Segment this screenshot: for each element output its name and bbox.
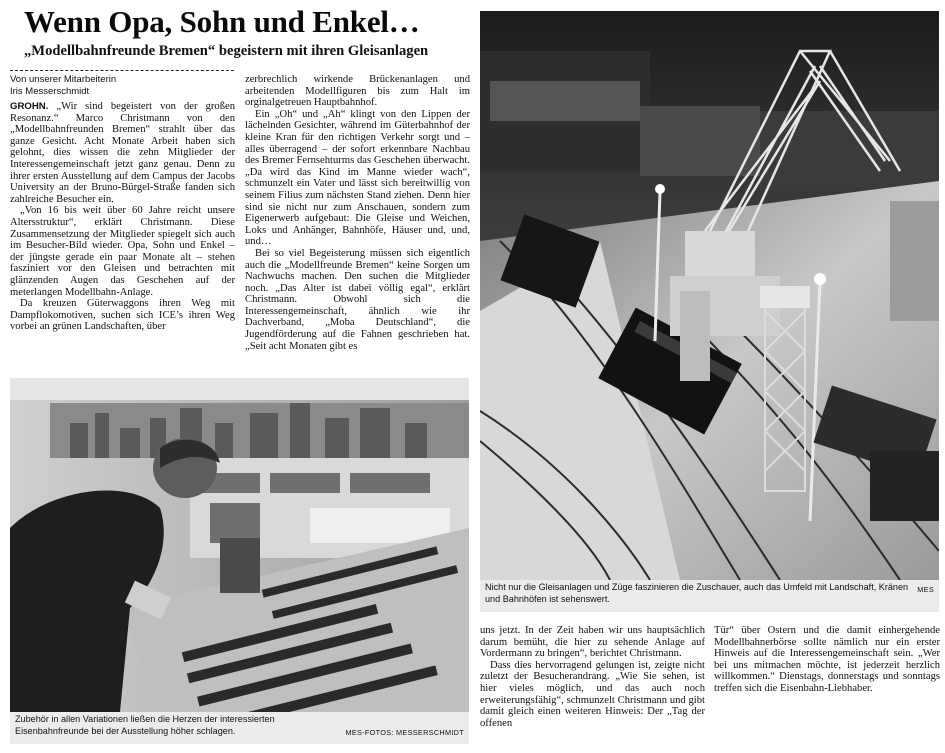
subheadline: „Modellbahnfreunde Bremen“ begeistern mit ihren Gleisanlagen	[24, 43, 429, 59]
article-paragraph: zerbrechlich wirkende Brückenanlagen und arbeitenden Modellfiguren bis zum Halt im orginalgetreuen Hauptbahnhof.	[245, 74, 470, 109]
article-paragraph: Dass dies hervorragend gelungen ist, zeigte nicht zuletzt der Besucherandrang. „Wie Sie sehen, ist hier vieles möglich, und das auch noch erweiterungsfähig“, schmunzelt Christmann und gibt damit gleich einen weiteren Hinweis: Der „Tag der offenen	[480, 659, 705, 729]
article-paragraph: Da kreuzen Güterwaggons ihren Weg mit Dampflokomotiven, suchen sich ICE’s ihren Weg vorbei an grünen Landschaften, über	[10, 298, 235, 333]
crane-photo-caption	[480, 580, 939, 612]
visitor-photo	[10, 378, 469, 712]
paragraph-text: „Wir sind begeistert von der großen Resonanz.“ Marco Christmann von den „Modellbahnfreunden Bremen“ strahlt über das ganze Gesicht. Acht Monate Arbeit haben sich gelohnt, dies wissen die zehn Mitglieder der Interessengemeinschaft jetzt ganz genau. Denn zu ihrer ersten Ausstellung auf dem Campus der Jacobs University an der Bruno-Bürgel-Straße fanden sich zahlreiche Besucher ein.	[10, 101, 235, 205]
visitor-photo-image	[10, 378, 469, 712]
article-paragraph: uns jetzt. In der Zeit haben wir uns hauptsächlich darum bemüht, die hier zu sehende Anlage auf Vordermann zu bringen“, berichtet Christmann.	[480, 625, 705, 660]
article-column-1	[10, 101, 235, 371]
photo-credit: MES-FOTOS: MESSERSCHMIDT	[345, 728, 464, 737]
article-column-2	[245, 74, 470, 371]
article-column-4	[714, 625, 940, 750]
byline-author-role: Von unserer Mitarbeiterin	[10, 74, 117, 85]
article-paragraph	[10, 101, 235, 205]
byline	[10, 74, 234, 97]
byline-author-name: Iris Messerschmidt	[10, 85, 90, 97]
visitor-photo-caption	[10, 712, 469, 744]
photo-credit: MES	[917, 585, 934, 594]
article-paragraph: „Von 16 bis weit über 60 Jahre reicht unsere Altersstruktur“, erklärt Christmann. Diese Zusammensetzung der Mitglieder spiegelt sich auch im Besucher-Bild wieder. Opa, Sohn und Enkel – der jüngste gerade ein paar Monate alt – stehen fasziniert vor den Gleisen und betrachten mit glänzenden Augen das Geschehen auf der meterlangen Modellbahn-Anlage.	[10, 205, 235, 298]
article-column-3	[480, 625, 705, 750]
article-paragraph: Tür“ über Ostern und die damit einhergehende Modellbahnerbörse sollte nämlich nur ein erster Hinweis auf die Interessengemeinschaft sein. „Wer bei uns mitmachen möchte, ist jederzeit herzlich willkommen.“ Dienstags, donnerstags und sonntags treffen sich die Eisenbahn-Liebhaber.	[714, 625, 940, 694]
caption-text: Zubehör in allen Variationen ließen die Herzen der interessierten Eisenbahnfreunde bei der Ausstellung höher schlagen.	[15, 714, 275, 736]
crane-photo-image	[480, 11, 939, 580]
article-paragraph: Ein „Oh“ und „Ah“ klingt von den Lippen der lächelnden Gesichter, während im Güterbahnhof der kleine Kran für den richtigen Verkehr sorgt und – alles überragend – der sofort erkennbare Nachbau des Bremer Fernsehturms das Geschehen überwacht. „Da wird das Kind im Manne wieder wach“, schmunzelt ein Vater und lässt sich bereitwillig von seinem Filius zum nächsten Stand ziehen. Denn hier sind sie nicht nur zum Anschauen, sondern zum Eigenerwerb aufgebaut: Die Gleise und Weichen, Loks und Anhänger, Bahnhöfe, Häuser und, und, und…	[245, 108, 470, 248]
dateline: GROHN.	[10, 101, 49, 112]
crane-photo	[480, 11, 939, 580]
headline: Wenn Opa, Sohn und Enkel…	[24, 4, 420, 39]
article-paragraph: Bei so viel Begeisterung müssen sich eigentlich auch die „Modellfreunde Bremen“ keine Sorgen um Nachwuchs machen. Den suchen die Mitglieder noch. „Das Alter ist dabei völlig egal“, erklärt Christmann. Obwohl sich die Interessengemeinschaft, ähnlich wie ihr Dachverband, „Moba Deutschland“, die Jugendförderung auf die Fahnen geschrieben hat. „Seit acht Monaten gibt es	[245, 247, 470, 352]
byline-divider	[10, 70, 234, 71]
caption-text: Nicht nur die Gleisanlagen und Züge faszinieren die Zuschauer, auch das Umfeld mit Landschaft, Kränen und Bahnhöfen ist sehenswert.	[485, 582, 909, 604]
